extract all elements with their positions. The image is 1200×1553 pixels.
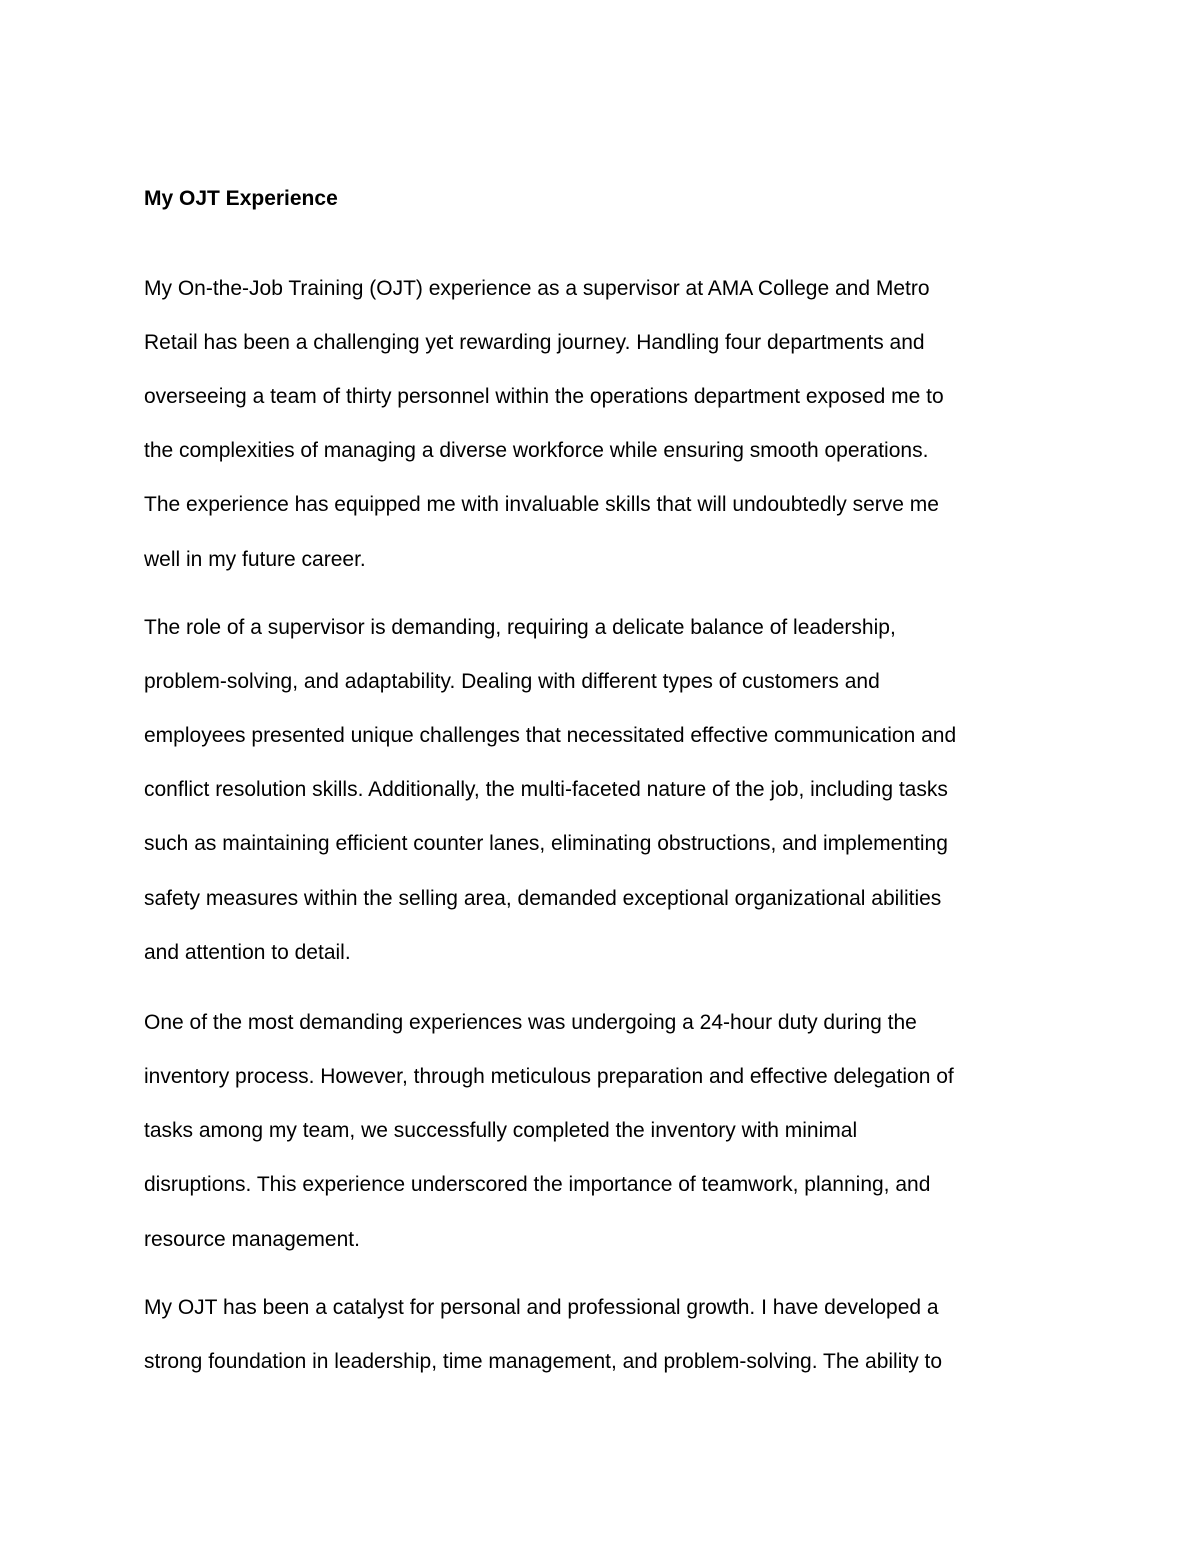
paragraph-3-line-1: One of the most demanding experiences was undergoing a 24-hour duty during the [144, 1011, 917, 1034]
paragraph-4-line-1: My OJT has been a catalyst for personal and professional growth. I have developed a [144, 1296, 939, 1319]
paragraph-3-line-2: inventory process. However, through meticulous preparation and effective delegation of [144, 1065, 954, 1088]
paragraph-2-line-7: and attention to detail. [144, 941, 351, 964]
paragraph-2-line-4: conflict resolution skills. Additionally, the multi-faceted nature of the job, including tasks [144, 778, 948, 801]
paragraph-2-line-3: employees presented unique challenges that necessitated effective communication and [144, 724, 957, 747]
paragraph-1-line-4: the complexities of managing a diverse workforce while ensuring smooth operations. [144, 439, 929, 462]
paragraph-2-line-1: The role of a supervisor is demanding, requiring a delicate balance of leadership, [144, 616, 896, 639]
paragraph-2-line-2: problem-solving, and adaptability. Dealing with different types of customers and [144, 670, 880, 693]
paragraph-2-line-5: such as maintaining efficient counter lanes, eliminating obstructions, and implementing [144, 832, 948, 855]
paragraph-1-line-2: Retail has been a challenging yet rewarding journey. Handling four departments and [144, 331, 925, 354]
paragraph-3-line-3: tasks among my team, we successfully completed the inventory with minimal [144, 1119, 858, 1142]
document-title: My OJT Experience [144, 187, 338, 210]
paragraph-3-line-5: resource management. [144, 1228, 360, 1251]
paragraph-1-line-3: overseeing a team of thirty personnel within the operations department exposed me to [144, 385, 944, 408]
paragraph-1-line-5: The experience has equipped me with invaluable skills that will undoubtedly serve me [144, 493, 939, 516]
paragraph-2-line-6: safety measures within the selling area, demanded exceptional organizational abilities [144, 887, 942, 910]
paragraph-3-line-4: disruptions. This experience underscored the importance of teamwork, planning, and [144, 1173, 931, 1196]
paragraph-1-line-6: well in my future career. [144, 548, 366, 571]
paragraph-4-line-2: strong foundation in leadership, time management, and problem-solving. The ability to [144, 1350, 943, 1373]
paragraph-1-line-1: My On-the-Job Training (OJT) experience as a supervisor at AMA College and Metro [144, 277, 930, 300]
